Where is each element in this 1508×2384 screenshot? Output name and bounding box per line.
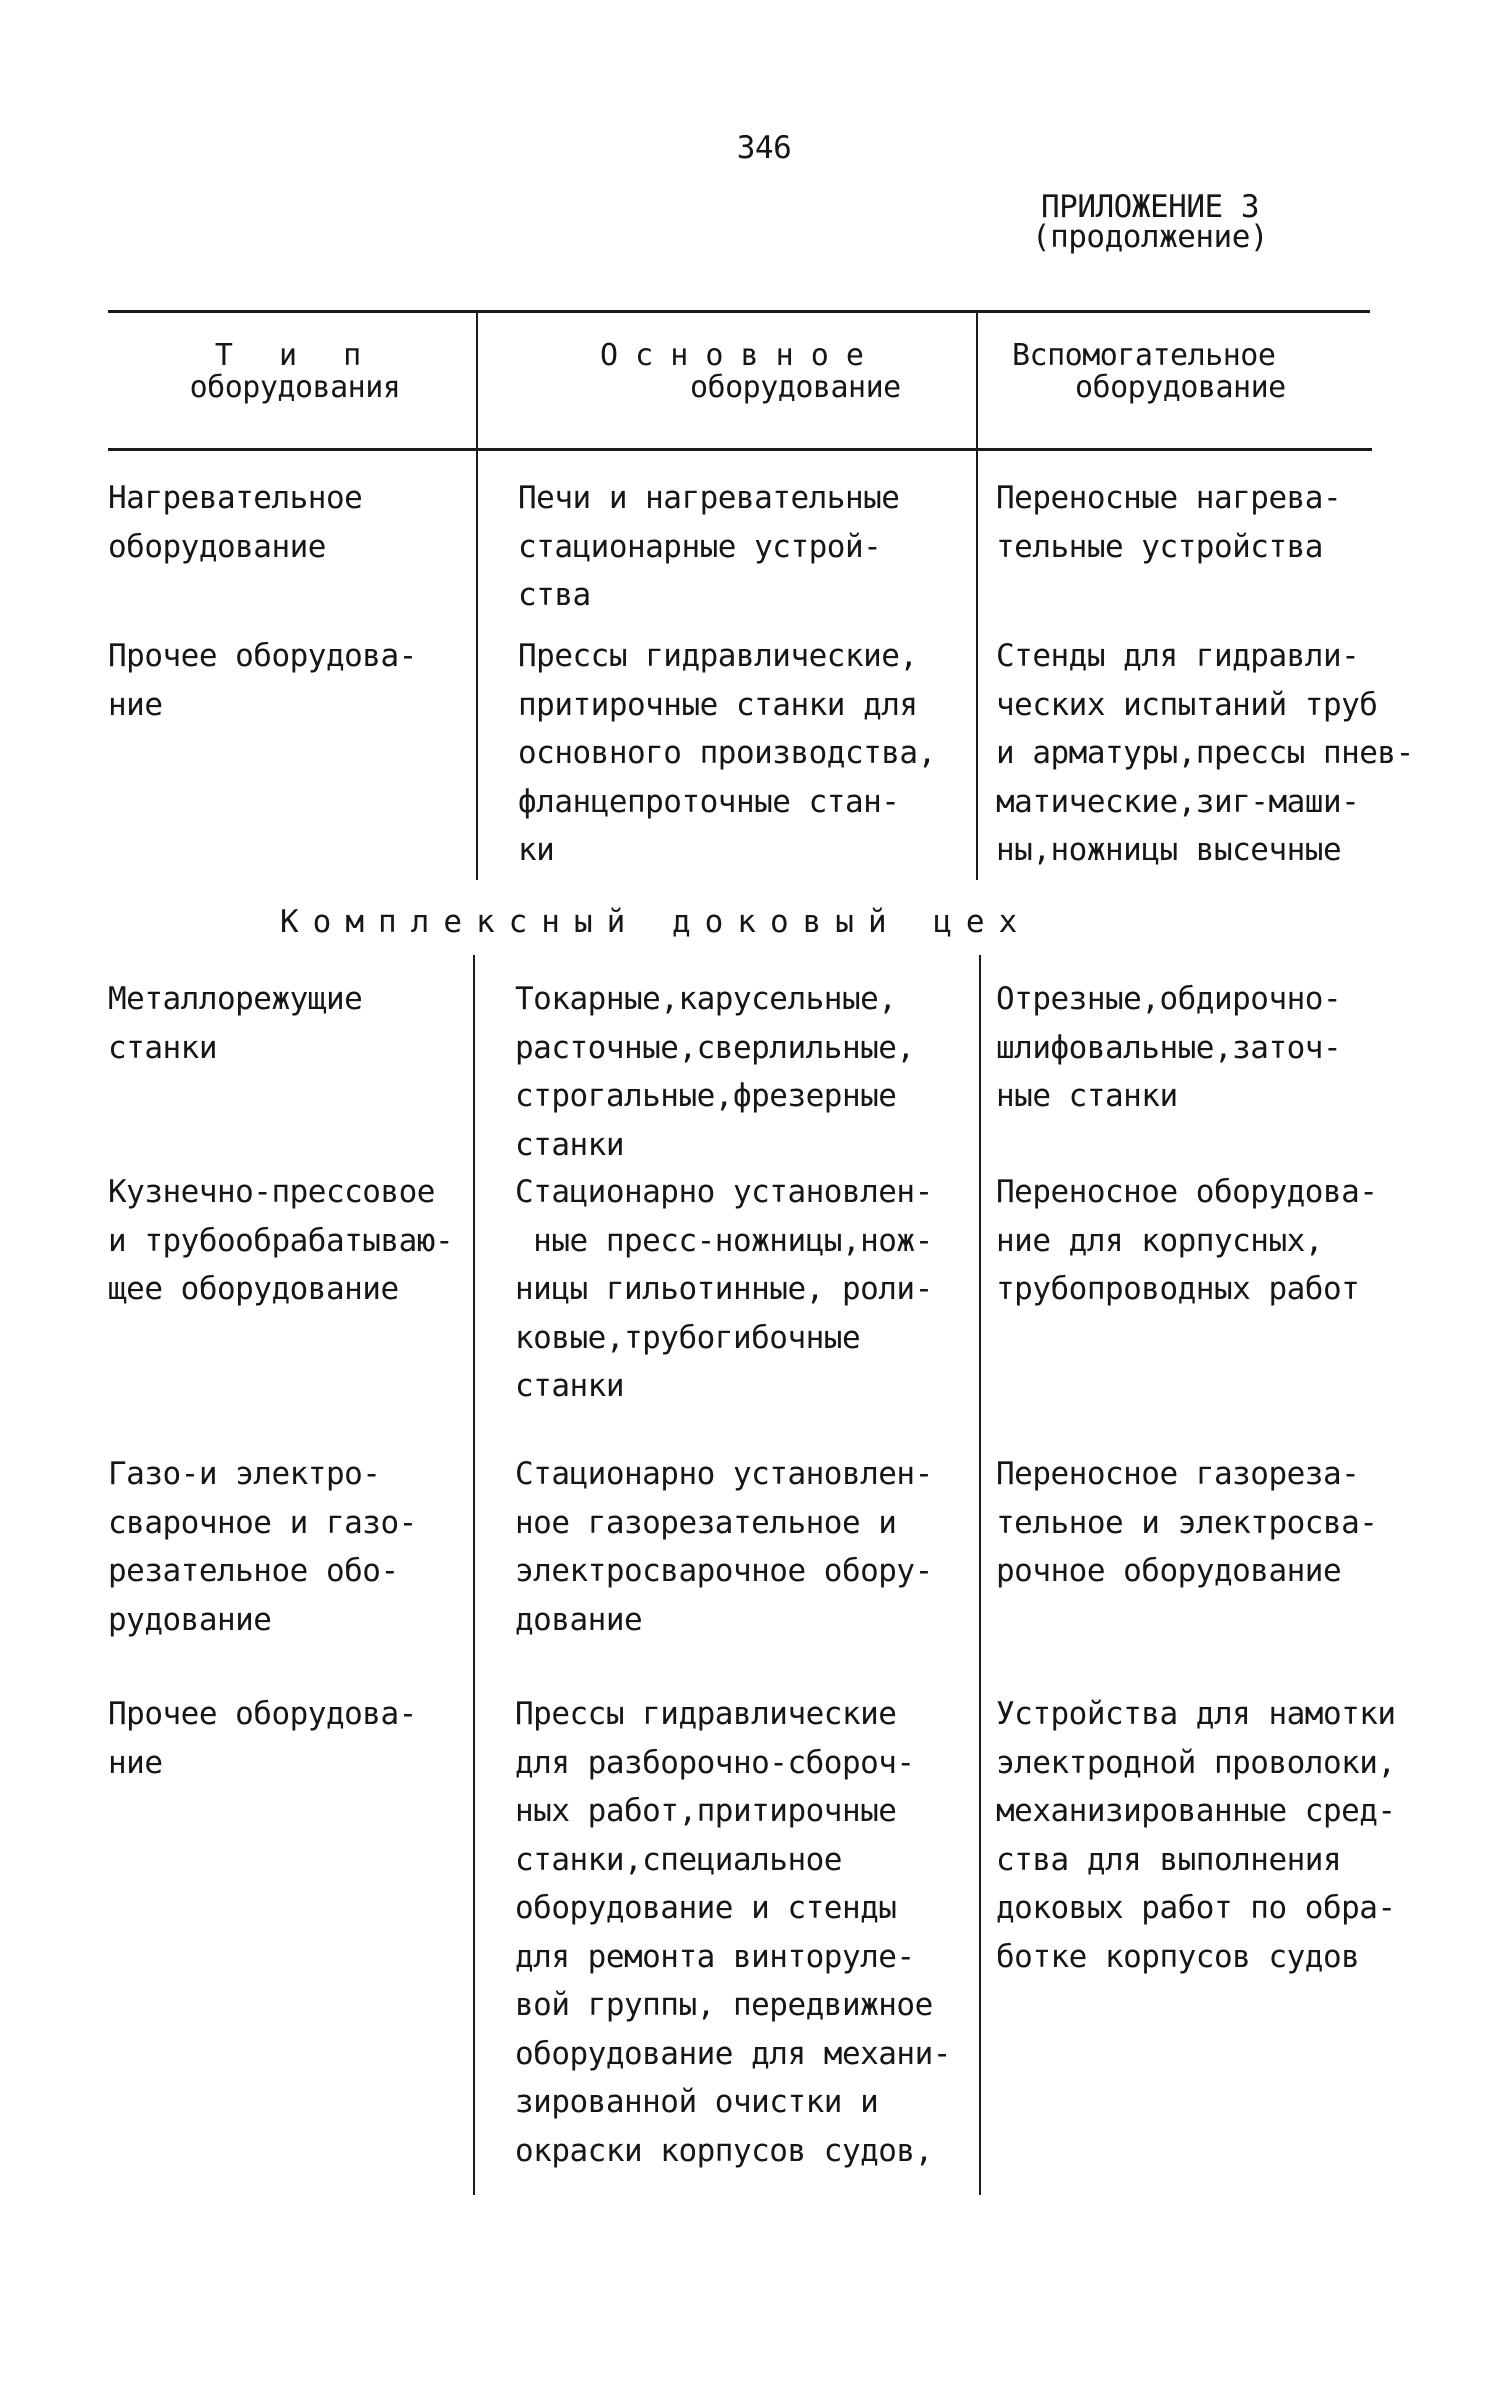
cell-type: Металлорежущие станки [108, 981, 363, 1066]
header-aux-line-1: Вспомогательное [1012, 338, 1276, 373]
cell-type: Кузнечно-прессовое и трубообрабатываю- щее оборудование [108, 1174, 454, 1307]
cell-main: Прессы гидравлические для разборочно-сбороч- ных работ,притирочные станки,специальное оборудование и стенды для ремонта винторуле- вой группы, передвижное оборудование для механи- зированной очистки и окраски корпусов судов, [515, 1696, 951, 2169]
cell-type: Прочее оборудова- ние [108, 638, 417, 723]
column-divider-2-lower [979, 955, 981, 2195]
header-aux-line-2: оборудование [1075, 370, 1286, 405]
column-divider-1-upper [476, 310, 478, 880]
table-top-rule [108, 310, 1370, 313]
cell-type: Нагревательное оборудование [108, 480, 363, 565]
cell-type: Прочее оборудова- ние [108, 1696, 417, 1781]
cell-type: Газо-и электро- сварочное и газо- резательное обо- рудование [108, 1456, 417, 1638]
appendix-title: ПРИЛОЖЕНИЕ 3 [1041, 189, 1259, 225]
column-divider-2-upper [976, 310, 978, 880]
cell-main: Прессы гидравлические, притирочные станки для основного производства, фланцепроточные стан- ки [518, 638, 936, 868]
cell-aux: Переносные нагрева- тельные устройства [996, 480, 1342, 565]
appendix-subtitle: (продолжение) [1031, 219, 1269, 255]
header-main-line-1: О с н о в н о е [600, 338, 864, 373]
cell-main: Стационарно установлен- ные пресс-ножницы,нож- ницы гильотинные, роли- ковые,трубогибочные станки [515, 1174, 933, 1404]
header-type-line-1: Т и п [214, 338, 376, 373]
cell-main: Печи и нагревательные стационарные устрой- ства [518, 480, 900, 613]
column-divider-1-lower [473, 955, 475, 2195]
cell-aux: Устройства для намотки электродной проволоки, механизированные сред- ства для выполнения доковых работ по обра- ботке корпусов судов [996, 1696, 1396, 1975]
cell-aux: Стенды для гидравли- ческих испытаний труб и арматуры,прессы пнев- матические,зиг-маши- ны,ножницы высечные [996, 638, 1414, 868]
cell-aux: Переносное газореза- тельное и электросва- рочное оборудование [996, 1456, 1378, 1589]
cell-aux: Отрезные,обдирочно- шлифовальные,заточ- ные станки [996, 981, 1342, 1114]
header-bottom-rule [108, 448, 1372, 451]
header-main-line-2: оборудование [690, 370, 901, 405]
cell-aux: Переносное оборудова- ние для корпусных, трубопроводных работ [996, 1174, 1378, 1307]
header-type-line-2: оборудования [189, 370, 401, 405]
page-number: 346 [736, 130, 792, 166]
cell-main: Токарные,карусельные, расточные,сверлильные, строгальные,фрезерные станки [515, 981, 915, 1163]
cell-main: Стационарно установлен- ное газорезательное и электросварочное обору- дование [515, 1456, 933, 1638]
section-heading: Комплексный доковый цех [280, 904, 1032, 940]
